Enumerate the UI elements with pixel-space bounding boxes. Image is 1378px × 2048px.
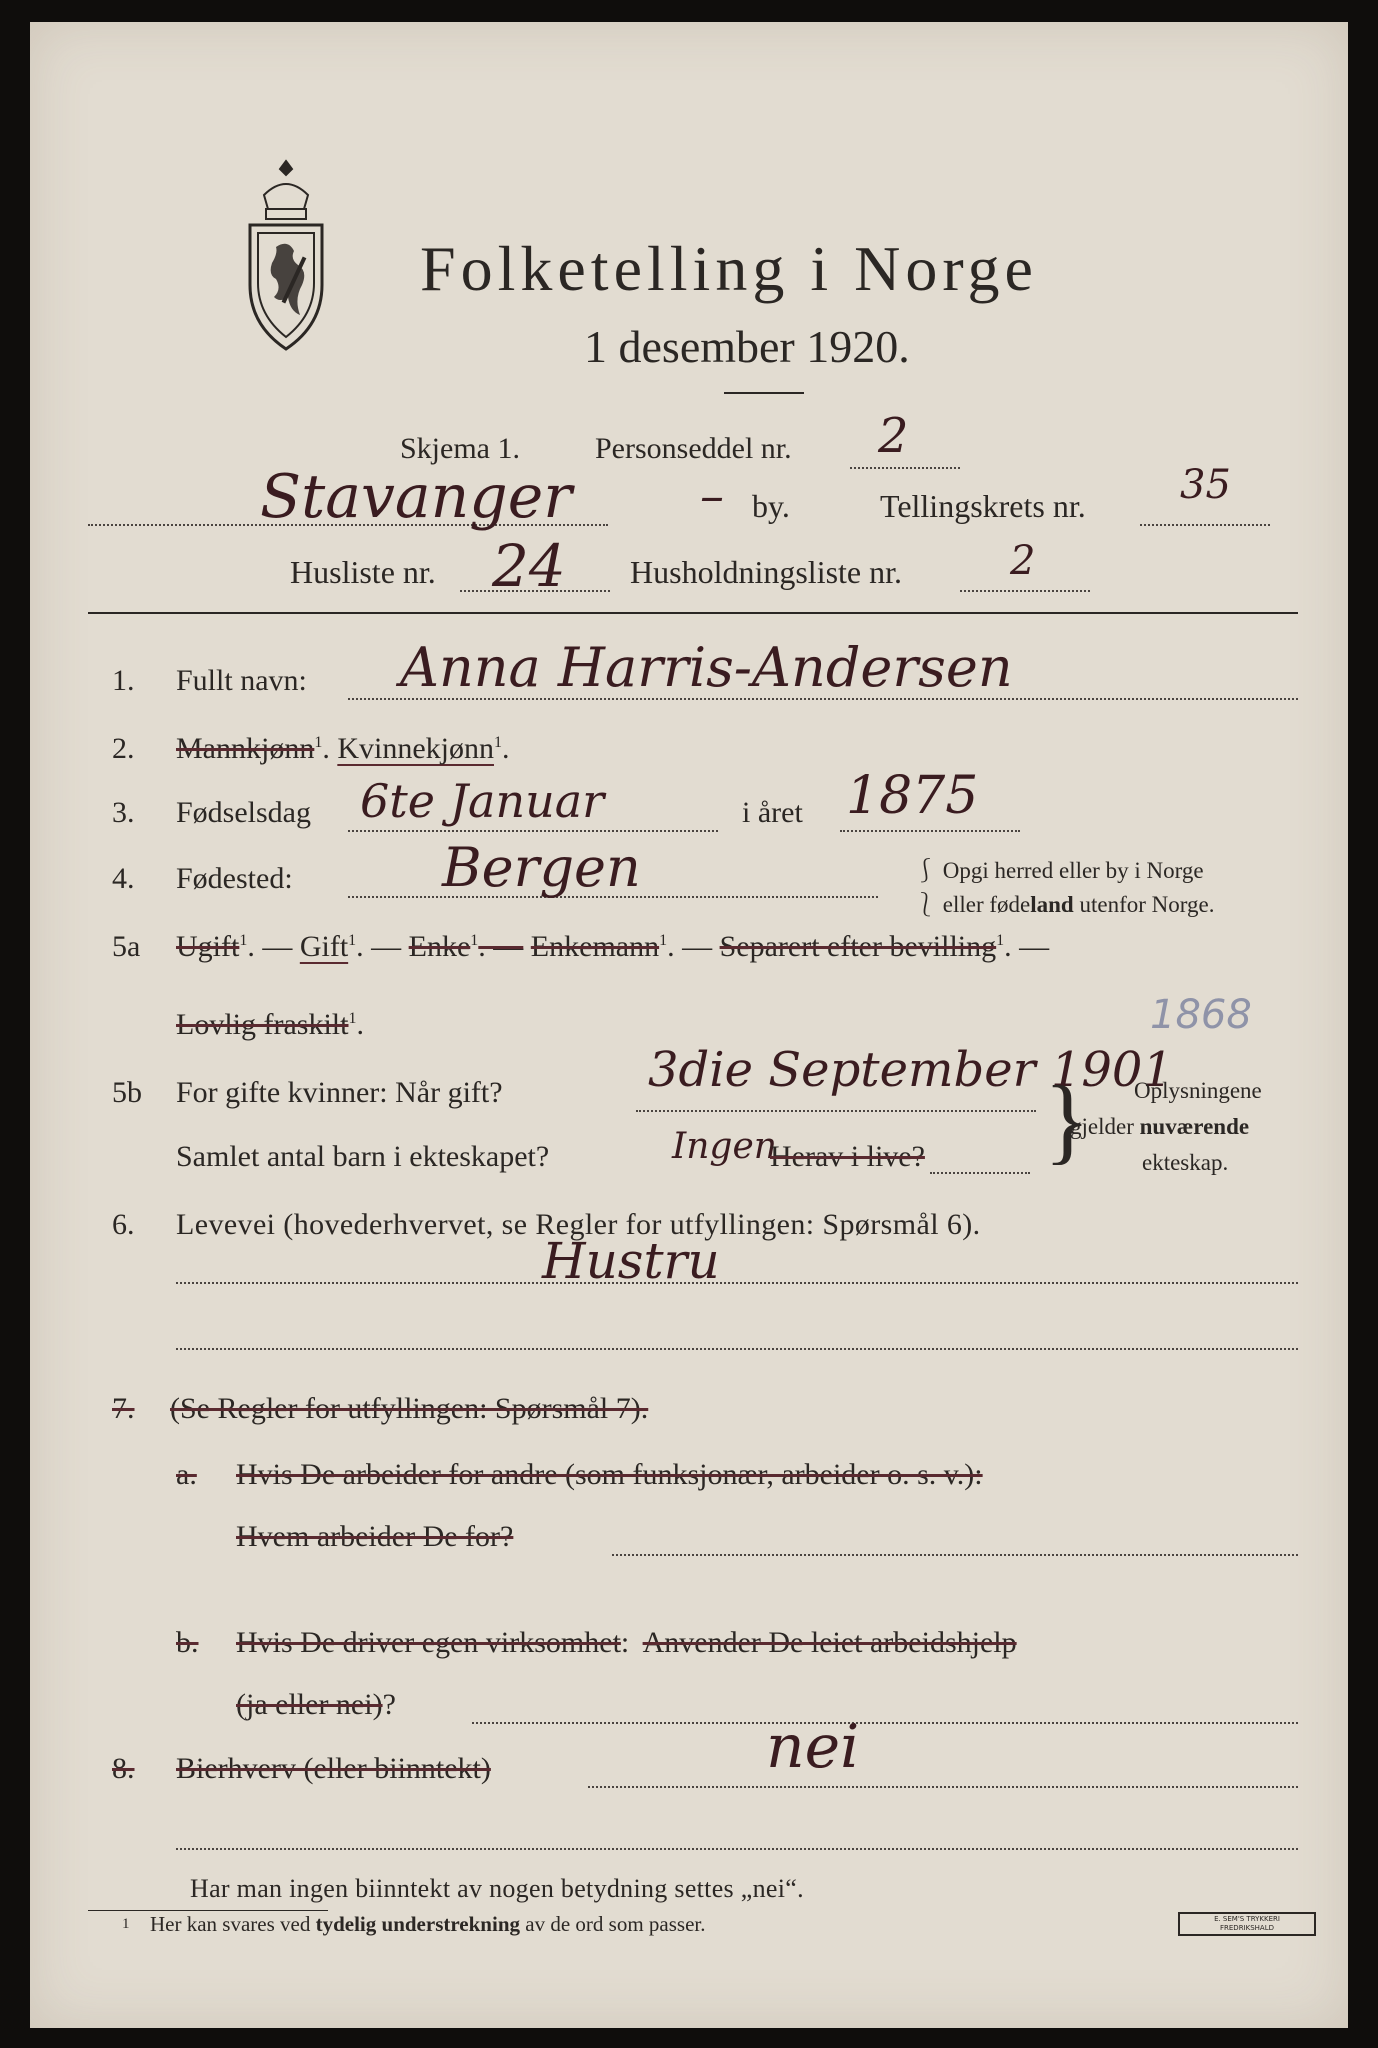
footnote-number: 1 (122, 1916, 130, 1932)
birthplace-value[interactable]: Bergen (442, 836, 641, 899)
option-enke[interactable]: Enke (408, 930, 471, 963)
pencil-note-1868: 1868 (1150, 992, 1252, 1038)
option-lovlig-fraskilt[interactable]: Lovlig fraskilt (176, 1008, 349, 1041)
children-label: Samlet antal barn i ekteskapet? (176, 1140, 550, 1173)
printer-stamp: E. SEM'S TRYKKERI FREDRIKSHALD (1178, 1912, 1316, 1936)
norwegian-coat-of-arms-icon (246, 155, 326, 355)
birth-day-value[interactable]: 6te Januar (360, 774, 605, 828)
census-form-page: Folketelling i Norge 1 desember 1920. Skjema 1. Personseddel nr. 2 Stavanger – by. Tellingskrets nr. 35 Husliste nr. 24 Husholdningsliste nr. 2 1. Fullt navn: Anna Harris-Andersen 2. Mannkjønn$^1$. Kvinnekjønn$^1$. 3. Fødselsdag 6te Januar i året 1875 4. Fødested: Bergen ⎰ Opgi herred eller by i Norge ⎱ eller fødeland utenfor Norge. 5a Ugift$^1$. — Gift$^1$. — Enke$^1$. — Enkemann$^1$. — Separert efter bevilling$^1$. — Lovlig fraskilt$^1$. 1868 5b For gifte kvinner: Når gift? 3die September 1901 Samlet antal barn i ekteskapet? Ingen Herav i live? } Oplysningene gjelder nuværende ekteskap. 6. Levevei (hovederhvervet, se Regler for utfyllingen: Spørsmål 6). Hustru 7. (Se Regler for utfyllingen: Spørsmål 7). a. Hvis De arbeider for andre (som funksjonær, arbeider o. s. v.): Hvem arbeider De for? b. Hvis De driver egen virksomhet: Anvender De leiet arbeidshjelp (ja eller nei)? 8. Bierhverv (eller biinntekt) nei Har man ingen biinntekt av nogen betydning settes „nei“. 1 Her kan svares ved tydelig understrekning av de ord som passer. E. SEM'S TRYKKERI FREDRIKSHALD (30, 22, 1348, 2028)
tellingskrets-label: Tellingskrets nr. (880, 488, 1086, 524)
title-divider (724, 392, 804, 394)
q7-number: 7. (112, 1392, 135, 1425)
q5a-number: 5a (112, 930, 141, 963)
q7b-label: b. (176, 1626, 199, 1659)
q8-number: 8. (112, 1752, 135, 1785)
q7a-label: a. (176, 1458, 197, 1491)
q3-year-label: i året (742, 796, 803, 829)
option-gift[interactable]: Gift (299, 930, 349, 963)
form-date: 1 desember 1920. (584, 321, 910, 372)
husliste-label: Husliste nr. (290, 554, 436, 590)
q6-label: Levevei (hovederhvervet, se Regler for utfyllingen: Spørsmål 6). (176, 1208, 981, 1241)
q5b-note-1: Oplysningene (1134, 1078, 1262, 1103)
q6-number: 6. (112, 1208, 135, 1241)
option-separert[interactable]: Separert efter bevilling (719, 930, 997, 963)
footnote-text: Her kan svares ved tydelig understrekning av de ord som passer. (150, 1912, 706, 1936)
option-kvinnekjonn[interactable]: Kvinnekjønn (337, 732, 494, 765)
herav-label: Herav i live? (770, 1140, 925, 1173)
occupation-value[interactable]: Hustru (542, 1232, 720, 1290)
q2-number: 2. (112, 732, 135, 765)
q1-number: 1. (112, 664, 135, 697)
form-title: Folketelling i Norge (420, 233, 1038, 304)
side-income-value[interactable]: nei (766, 1712, 860, 1782)
birth-year-value[interactable]: 1875 (846, 766, 979, 826)
footnote-divider (88, 1910, 328, 1911)
husholdning-label: Husholdningsliste nr. (630, 554, 903, 590)
footer-note: Har man ingen biinntekt av nogen betydning settes „nei“. (190, 1874, 804, 1903)
children-value[interactable]: Ingen (672, 1126, 777, 1167)
by-label: by. (752, 488, 790, 524)
q7a-text: Hvis De arbeider for andre (som funksjonær, arbeider o. s. v.): (236, 1458, 983, 1491)
personseddel-value[interactable]: 2 (878, 408, 909, 464)
header-divider (88, 612, 1298, 614)
option-ugift[interactable]: Ugift (176, 930, 240, 963)
q7b-text: Hvis De driver egen virksomhet: Anvender De leiet arbeidshjelp (236, 1626, 1017, 1659)
q4-note-1: Opgi herred eller by i Norge (942, 858, 1204, 883)
q3-number: 3. (112, 796, 135, 829)
husliste-value[interactable]: 24 (492, 532, 566, 600)
skjema-label: Skjema 1. (400, 432, 520, 465)
q8-label: Bierhverv (eller biinntekt) (176, 1752, 491, 1785)
q5b-number: 5b (112, 1076, 142, 1109)
q5b-note-3: ekteskap. (1142, 1150, 1229, 1175)
full-name-value[interactable]: Anna Harris-Andersen (400, 636, 1013, 699)
tellingskrets-value[interactable]: 35 (1180, 462, 1231, 508)
personseddel-label: Personseddel nr. (595, 432, 792, 465)
q5b-label: For gifte kvinner: Når gift? (176, 1076, 503, 1109)
q7-label: (Se Regler for utfyllingen: Spørsmål 7). (170, 1392, 649, 1425)
q4-label: Fødested: (176, 862, 293, 895)
q7a-sub: Hvem arbeider De for? (236, 1520, 514, 1553)
q1-label: Fullt navn: (176, 664, 307, 697)
option-mannkjonn[interactable]: Mannkjønn (176, 732, 315, 765)
q4-number: 4. (112, 862, 135, 895)
option-enkemann[interactable]: Enkemann (530, 930, 660, 963)
city-value[interactable]: Stavanger (260, 462, 572, 532)
q3-label: Fødselsdag (176, 796, 311, 829)
husholdning-value[interactable]: 2 (1010, 538, 1036, 584)
marriage-date-value[interactable]: 3die September 1901 (648, 1042, 1173, 1098)
q7b-sub: (ja eller nei)? (236, 1688, 396, 1721)
